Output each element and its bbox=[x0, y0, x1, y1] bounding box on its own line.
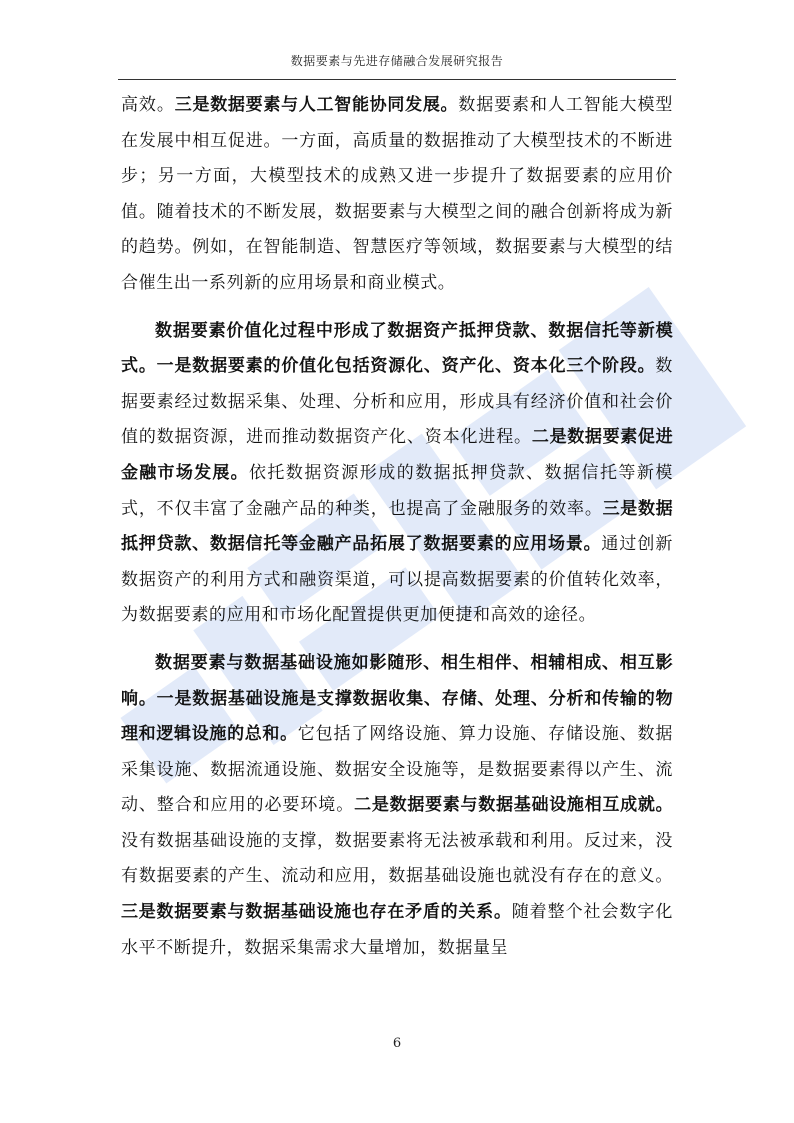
header-rule bbox=[118, 79, 676, 80]
paragraph-2: 数据要素价值化过程中形成了数据资产抵押贷款、数据信托等新模式。一是数据要素的价值化包括资源化、资产化、资本化三个阶段。数据要素经过数据采集、处理、分析和应用，形成具有经济价值和社会价值的数据资源，进而推动数据资产化、资本化进程。二是数据要素促进金融市场发展。依托数据资源形成的数据抵押贷款、数据信托等新模式，不仅丰富了金融产品的种类，也提高了金融服务的效率。三是数据抵押贷款、数据信托等金融产品拓展了数据要素的应用场景。通过创新数据资产的利用方式和融资渠道，可以提高数据要素的价值转化效率，为数据要素的应用和市场化配置提供更加便捷和高效的途径。 bbox=[121, 320, 673, 626]
page-number: 6 bbox=[392, 1036, 402, 1051]
running-header: 数据要素与先进存储融合发展研究报告 bbox=[290, 54, 504, 68]
body-text bbox=[121, 88, 673, 966]
paragraph-1: 高效。三是数据要素与人工智能协同发展。数据要素和人工智能大模型在发展中相互促进。一方面，高质量的数据推动了大模型技术的不断进步；另一方面，大模型技术的成熟又进一步提升了数据要素的应用价值。随着技术的不断发展，数据要素与大模型之间的融合创新将成为新的趋势。例如，在智能制造、智慧医疗等领域，数据要素与大模型的结合催生出一系列新的应用场景和商业模式。 bbox=[121, 95, 673, 293]
paragraph-3: 数据要素与数据基础设施如影随形、相生相伴、相辅相成、相互影响。一是数据基础设施是支撑数据收集、存储、处理、分析和传输的物理和逻辑设施的总和。它包括了网络设施、算力设施、存储设施、数据采集设施、数据流通设施、数据安全设施等，是数据要素得以产生、流动、整合和应用的必要环境。二是数据要素与数据基础设施相互成就。没有数据基础设施的支撑，数据要素将无法被承载和利用。反过来，没有数据要素的产生、流动和应用，数据基础设施也就没有存在的意义。三是数据要素与数据基础设施也存在矛盾的关系。随着整个社会数字化水平不断提升，数据采集需求大量增加，数据量呈 bbox=[121, 652, 673, 958]
